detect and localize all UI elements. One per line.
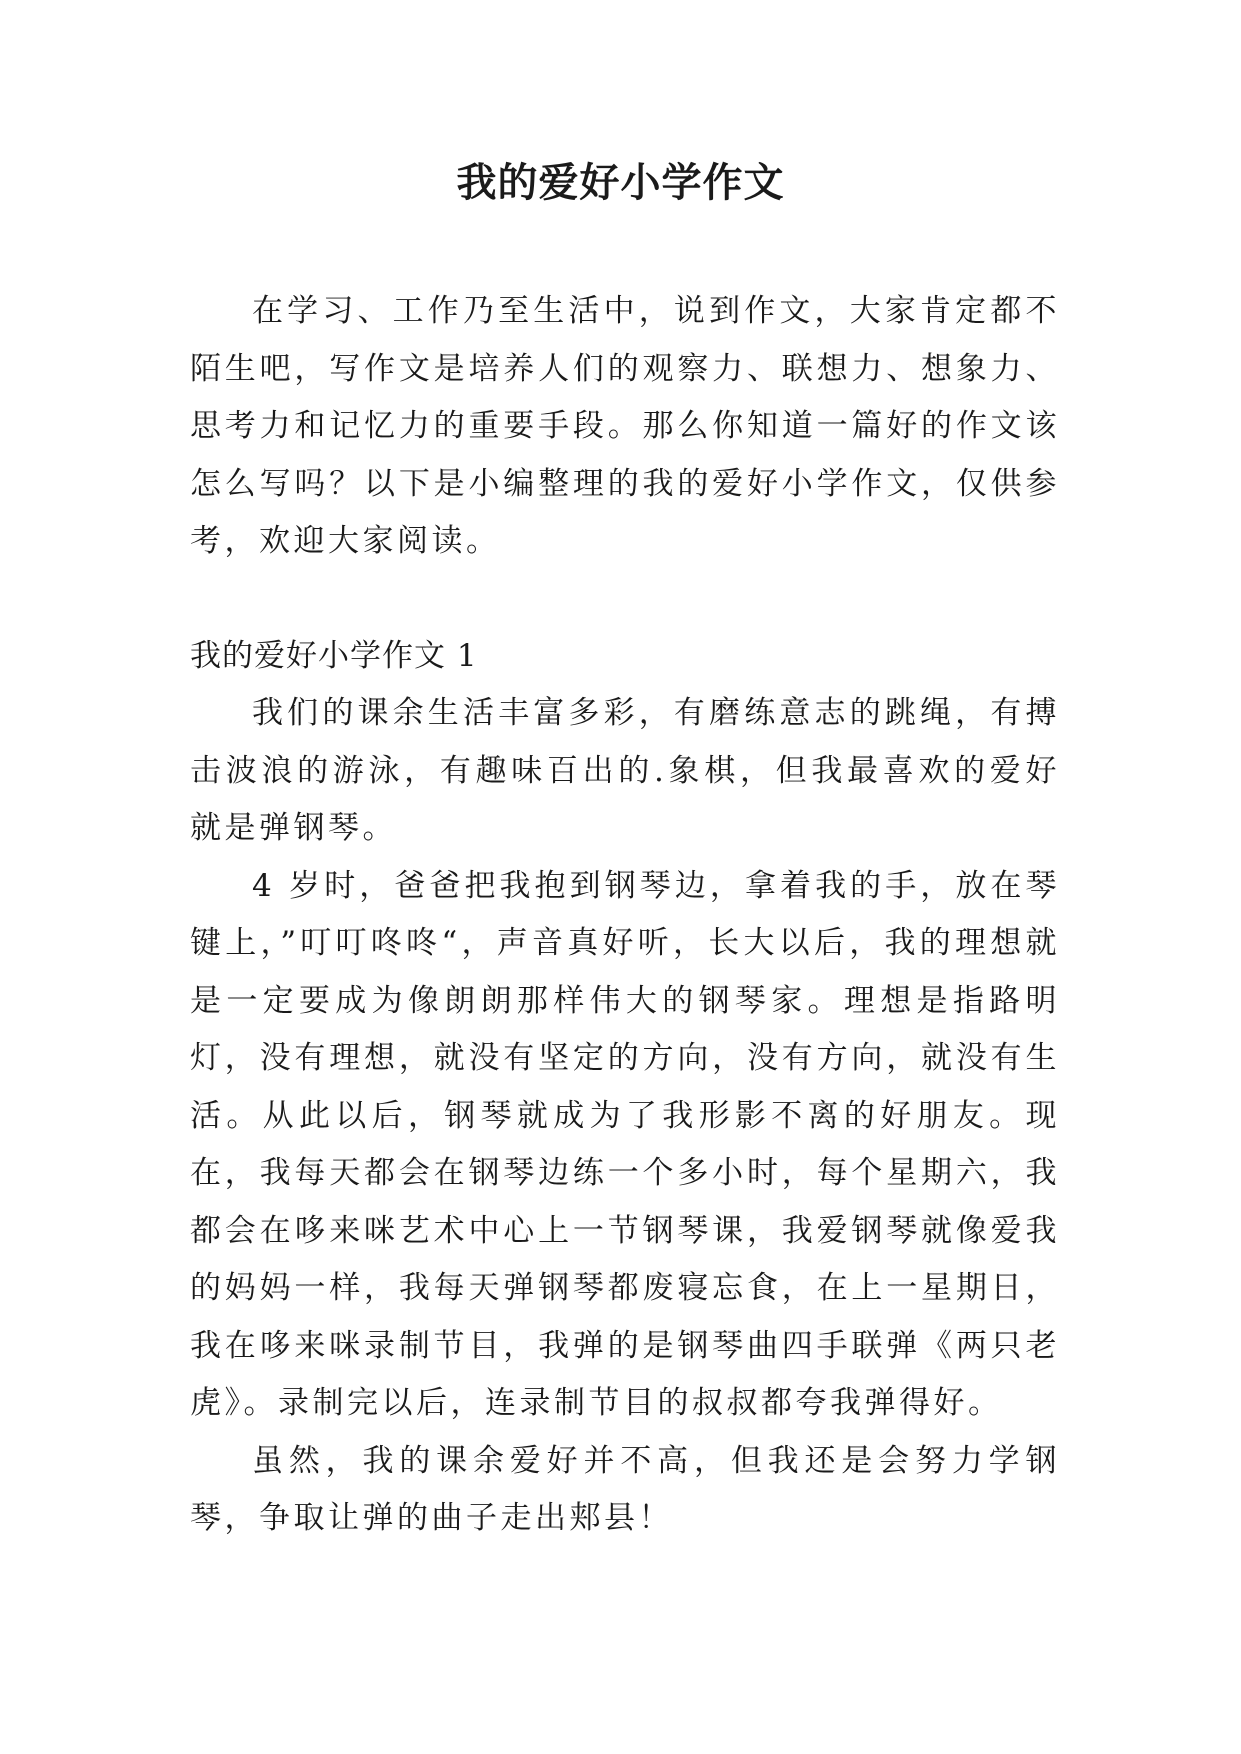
section-heading: 我的爱好小学作文 1: [190, 637, 478, 674]
essay-paragraph-3: 虽然，我的课余爱好并不高，但我还是会努力学钢琴，争取让弹的曲子走出郏县！: [190, 1442, 1060, 1536]
document-body: [190, 283, 1060, 1548]
intro-paragraph: 在学习、工作乃至生活中，说到作文，大家肯定都不陌生吧，写作文是培养人们的观察力、联想力、想象力、思考力和记忆力的重要手段。那么你知道一篇好的作文该怎么写吗？以下是小编整理的我的爱好小学作文，仅供参考，欢迎大家阅读。: [190, 293, 1060, 559]
essay-paragraph-2: 4 岁时，爸爸把我抱到钢琴边，拿着我的手，放在琴键上，”叮叮咚咚“，声音真好听，长大以后，我的理想就是一定要成为像朗朗那样伟大的钢琴家。理想是指路明灯，没有理想，就没有坚定的方向，没有方向，就没有生活。从此以后，钢琴就成为了我形影不离的好朋友。现在，我每天都会在钢琴边练一个多小时，每个星期六，我都会在哆来咪艺术中心上一节钢琴课，我爱钢琴就像爱我的妈妈一样，我每天弹钢琴都废寝忘食，在上一星期日，我在哆来咪录制节目，我弹的是钢琴曲四手联弹《两只老虎》。录制完以后，连录制节目的叔叔都夸我弹得好。: [190, 867, 1060, 1421]
page-title: 我的爱好小学作文: [456, 159, 785, 206]
essay-paragraph-1: 我们的课余生活丰富多彩，有磨练意志的跳绳，有搏击波浪的游泳，有趣味百出的.象棋，但我最喜欢的爱好就是弹钢琴。: [190, 695, 1060, 846]
